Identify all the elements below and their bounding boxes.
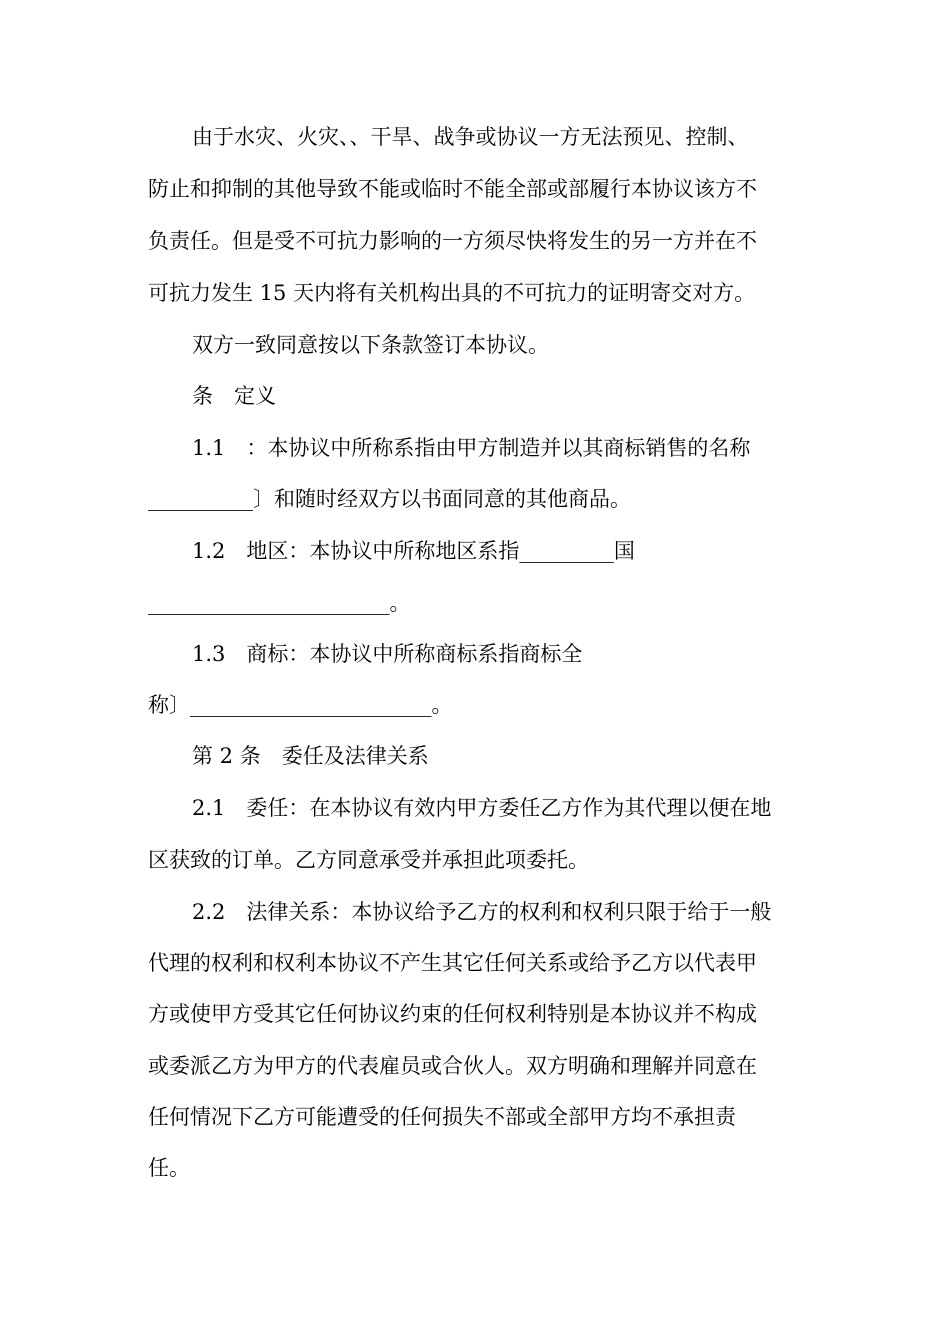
clause-line: 称〕_______________________。: [148, 693, 453, 717]
section-heading: 第 2 条 委任及法律关系: [192, 744, 429, 768]
clause-line: 或委派乙方为甲方的代表雇员或合伙人。双方明确和理解并同意在: [148, 1054, 757, 1078]
paragraph-line: 负责任。但是受不可抗力影响的一方须尽快将发生的另一方并在不: [148, 229, 757, 253]
clause-line: 1.2 地区：本协议中所称地区系指_________国: [192, 539, 635, 563]
clause-line: _______________________。: [148, 591, 411, 615]
clause-line: 区获致的订单。乙方同意承受并承担此项委托。: [148, 848, 589, 872]
paragraph-line: 防止和抑制的其他导致不能或临时不能全部或部履行本协议该方不: [148, 177, 757, 201]
paragraph-line: 可抗力发生 15 天内将有关机构出具的不可抗力的证明寄交对方。: [148, 281, 756, 305]
clause-line: 任。: [148, 1156, 190, 1180]
clause-line: 任何情况下乙方可能遭受的任何损失不部或全部甲方均不承担责: [148, 1105, 736, 1129]
section-heading: 条 定义: [192, 384, 276, 408]
paragraph-line: 双方一致同意按以下条款签订本协议。: [192, 333, 549, 357]
clause-line: 2.2 法律关系：本协议给予乙方的权利和权利只限于给于一般: [192, 900, 772, 924]
paragraph-line: 由于水灾、火灾、、干旱、战争或协议一方无法预见、控制、: [192, 125, 749, 149]
clause-line: 1.1 ：本协议中所称系指由甲方制造并以其商标销售的名称: [192, 436, 751, 460]
clause-line: 2.1 委任：在本协议有效内甲方委任乙方作为其代理以便在地: [192, 796, 772, 820]
clause-line: __________〕和随时经双方以书面同意的其他商品。: [148, 487, 631, 511]
clause-line: 代理的权利和权利本协议不产生其它任何关系或给予乙方以代表甲: [148, 951, 757, 975]
clause-line: 1.3 商标：本协议中所称商标系指商标全: [192, 642, 583, 666]
clause-line: 方或使甲方受其它任何协议约束的任何权利特别是本协议并不构成: [148, 1002, 757, 1026]
